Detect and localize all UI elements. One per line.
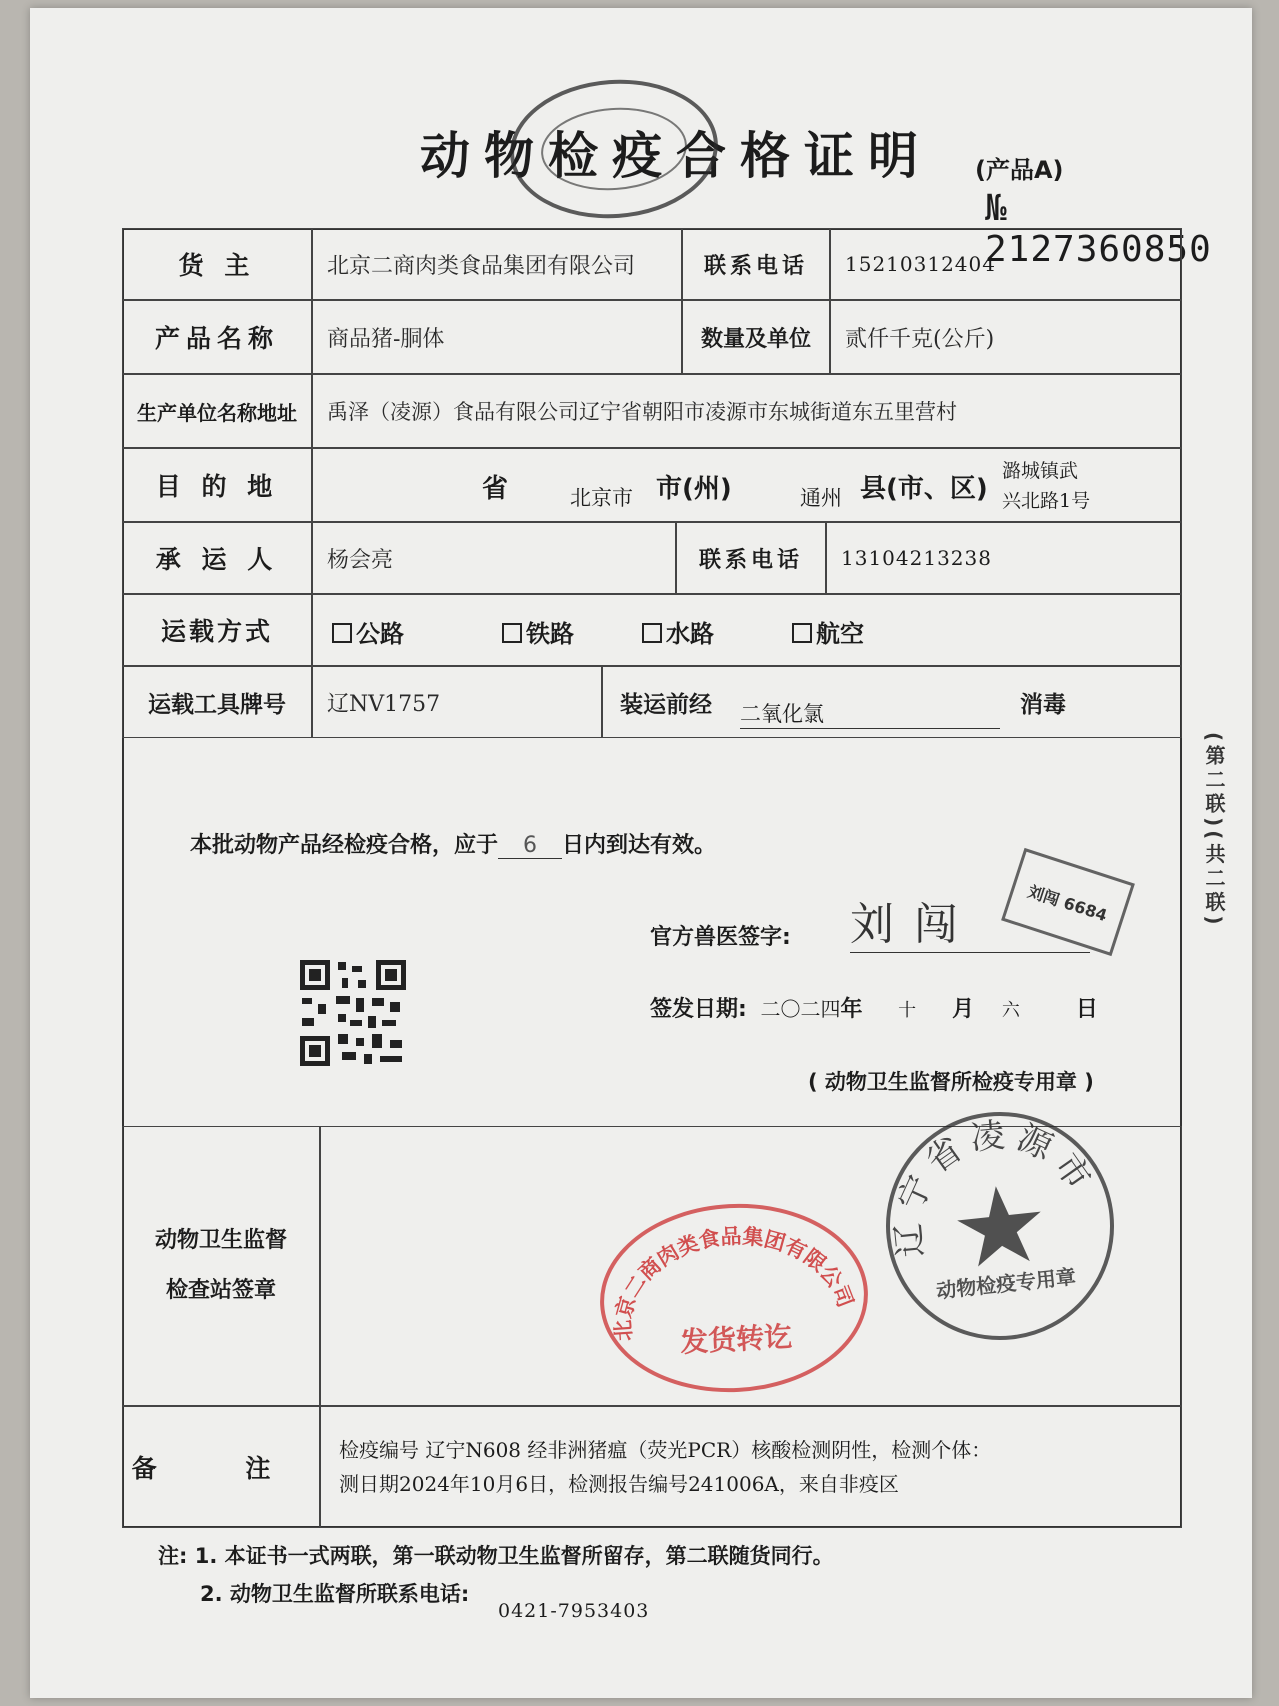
issue-day: 六 <box>1001 1000 1020 1021</box>
transport-option-rail: 铁路 <box>502 614 574 649</box>
document-title: 动物检疫合格证明 <box>420 126 932 185</box>
carrier-phone: 13104213238 <box>826 522 1182 594</box>
carrier-label: 承 运 人 <box>122 522 312 594</box>
seal-caption: ( 动物卫生监督所检疫专用章 ) <box>808 1070 1094 1094</box>
quantity-label: 数量及单位 <box>682 300 830 374</box>
carrier-value: 杨会亮 <box>312 522 676 594</box>
validity-statement <box>190 828 716 859</box>
issue-year: 二〇二四 <box>760 997 841 1021</box>
validity-prefix: 本批动物产品经检疫合格，应于 <box>190 833 499 858</box>
carrier-phone-label: 联系电话 <box>676 522 826 594</box>
disinfectant-name: 二氧化氯 <box>740 698 1000 729</box>
vet-seal-text: 刘闯 6684 <box>1025 881 1110 925</box>
transport-mode-label: 运载方式 <box>122 594 312 666</box>
issue-month-label: 月 <box>952 997 975 1022</box>
destination-label: 目 的 地 <box>122 448 312 522</box>
note-phone: 0421-7953403 <box>498 1600 650 1622</box>
copy-indicator: (第二联)(共二联) <box>1202 732 1226 929</box>
red-stamp-center: 发货转讫 <box>679 1320 793 1359</box>
remarks-line2: 测日期2024年10月6日，检测报告编号241006A，来自非疫区 <box>339 1472 899 1496</box>
station-label-line2: 检查站签章 <box>165 1278 276 1303</box>
province-label: 省 <box>482 474 509 504</box>
transport-option-water: 水路 <box>642 614 714 649</box>
star-icon <box>954 1182 1046 1268</box>
owner-value: 北京二商肉类食品集团有限公司 <box>312 228 682 300</box>
product-label: 产品名称 <box>122 300 312 374</box>
owner-phone-label: 联系电话 <box>682 228 830 300</box>
producer-value: 禹泽（凌源）食品有限公司辽宁省朝阳市凌源市东城街道东五里营村 <box>312 374 1182 448</box>
issue-date-label: 签发日期: <box>650 997 747 1022</box>
issue-day-label: 日 <box>1075 997 1098 1022</box>
issue-month: 十 <box>898 1000 917 1021</box>
producer-label: 生产单位名称地址 <box>122 374 312 448</box>
remarks-cell <box>320 1406 1182 1528</box>
disinfection-suffix: 消毒 <box>1020 692 1066 718</box>
destination-town-line1: 潞城镇武 <box>1002 460 1079 482</box>
destination-town-line2: 兴北路1号 <box>1002 490 1091 512</box>
owner-phone: 15210312404 <box>830 228 1182 300</box>
issue-date <box>650 992 1098 1023</box>
certificate-paper <box>30 8 1252 1698</box>
vehicle-plate-value: 辽NV1757 <box>312 666 602 738</box>
vet-signature-label: 官方兽医签字: <box>650 925 791 950</box>
disinfection-prefix: 装运前经 <box>620 692 712 718</box>
serial-number: № 2127360850 <box>985 188 1212 270</box>
transport-mode-cell <box>312 594 1182 666</box>
validity-suffix: 日内到达有效。 <box>562 833 717 858</box>
city-label: 市(州) <box>656 474 732 504</box>
document-subtitle: (产品A) <box>975 156 1064 184</box>
top-official-stamp <box>505 73 722 225</box>
remarks-line1: 检疫编号 辽宁N608 经非洲猪瘟（荧光PCR）核酸检测阴性，检测个体： <box>339 1438 992 1462</box>
dark-stamp-ring-text: 辽宁省凌源市 <box>887 1114 1104 1260</box>
owner-label: 货 主 <box>122 228 312 300</box>
transport-option-air: 航空 <box>792 614 864 649</box>
note-line2: 2. 动物卫生监督所联系电话: <box>200 1582 470 1606</box>
quantity-value: 贰仟千克(公斤) <box>830 300 1182 374</box>
vet-signature: 刘闯 <box>850 888 1090 953</box>
transport-option-road: 公路 <box>332 614 404 649</box>
county-label: 县(市、区) <box>860 474 988 504</box>
destination-city: 北京市 <box>570 486 633 510</box>
vehicle-plate-label: 运载工具牌号 <box>122 666 312 738</box>
inspection-office-stamp <box>875 1101 1126 1352</box>
dark-stamp-center: 动物检疫专用章 <box>935 1264 1077 1303</box>
station-label-line1: 动物卫生监督 <box>154 1228 287 1253</box>
qr-code <box>298 958 408 1068</box>
red-stamp-ring-text: 北京二商肉类食品集团有限公司 <box>609 1223 859 1342</box>
remarks-label: 备 注 <box>122 1406 320 1528</box>
product-value: 商品猪-胴体 <box>312 300 682 374</box>
station-label-cell <box>122 1126 320 1406</box>
issue-year-label: 年 <box>840 997 863 1022</box>
note-line1: 注: 1. 本证书一式两联，第一联动物卫生监督所留存，第二联随货同行。 <box>158 1544 834 1568</box>
red-company-stamp <box>595 1197 872 1399</box>
destination-county: 通州 <box>800 486 842 510</box>
validity-days: 6 <box>498 833 562 859</box>
